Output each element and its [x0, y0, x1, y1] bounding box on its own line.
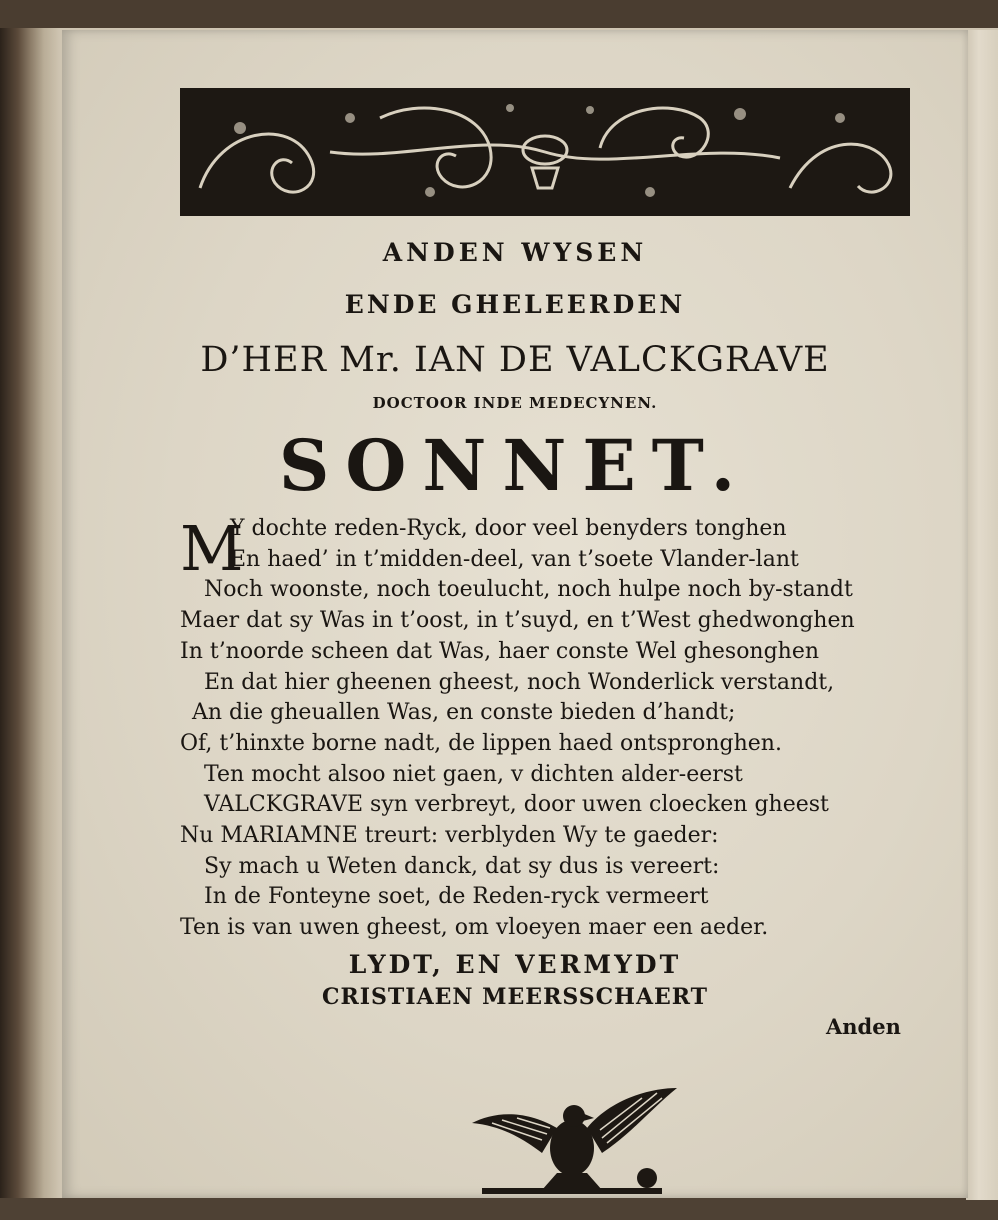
poem-line: Nu MARIAMNE treurt: verblyden Wy te gaeder:: [180, 823, 719, 849]
poem-line: Ten mocht alsoo niet gaen, v dichten alder-eerst: [204, 761, 743, 787]
poem-line: En haed’ in t’midden-deel, van t’soete Vlander-lant: [230, 546, 799, 572]
poem-line: An die gheuallen Was, en conste bieden d’handt;: [192, 700, 736, 726]
poem-line: Y dochte reden-Ryck, door veel benyders tonghen: [230, 516, 787, 541]
page-title: SONNET.: [278, 424, 752, 507]
poem-line: In t’noorde scheen dat Was, haer conste Wel ghesonghen: [180, 638, 820, 664]
signature-author: CRISTIAEN MEERSSCHAERT: [321, 984, 709, 1010]
heading-name: D’HER Mr. IAN DE VALCKGRAVE: [200, 340, 830, 380]
heading-subtitle: DOCTOOR INDE MEDECYNEN.: [372, 394, 658, 412]
heading-line-2: ENDE GHELEERDEN: [344, 290, 686, 319]
floral-headpiece-ornament: [180, 88, 910, 216]
signature-motto: LYDT, EN VERMYDT: [348, 950, 682, 979]
poem-line: Of, t’hinxte borne nadt, de lippen haed ontspronghen.: [180, 730, 782, 756]
heading-line-1: ANDEN WYSEN: [382, 238, 648, 267]
eagle-tailpiece-ornament: [462, 1068, 682, 1198]
book-top-edge: [0, 0, 998, 28]
facing-page-edge: [966, 30, 998, 1200]
poem-line: Ten is van uwen gheest, om vloeyen maer een aeder.: [180, 915, 769, 941]
poem-line: Noch woonste, noch toeulucht, noch hulpe noch by-standt: [204, 577, 853, 603]
poem-line: In de Fonteyne soet, de Reden-ryck vermeert: [204, 884, 709, 910]
poem-line: Sy mach u Weten danck, dat sy dus is vereert:: [204, 853, 720, 879]
drop-cap: M: [180, 512, 244, 585]
sonnet-body: [180, 514, 940, 944]
poem-line: VALCKGRAVE syn verbreyt, door uwen cloecken gheest: [204, 792, 829, 818]
poem-line: En dat hier gheenen gheest, noch Wonderlick verstandt,: [204, 669, 835, 695]
catchword: Anden: [826, 1014, 901, 1039]
poem-line: Maer dat sy Was in t’oost, in t’suyd, en t’West ghedwonghen: [180, 608, 855, 634]
book-bottom-edge: [0, 1198, 998, 1220]
